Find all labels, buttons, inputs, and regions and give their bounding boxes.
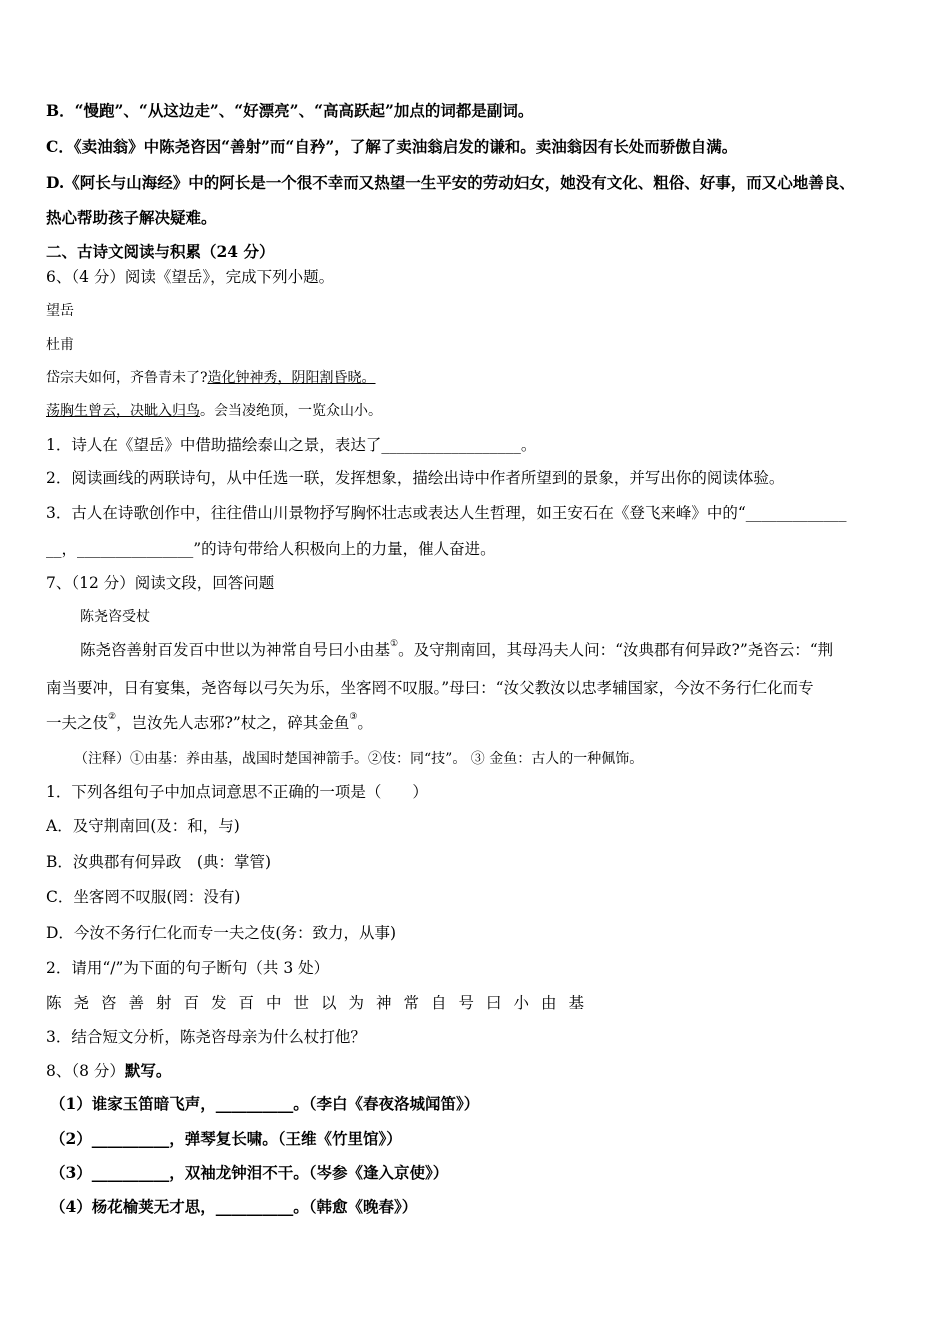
sentence-char: 小 <box>513 994 530 1012</box>
sentence-char: 为 <box>348 994 365 1012</box>
q8-stem <box>46 1060 906 1082</box>
q6-sub3-line2: __，_______________”的诗句带给人积极向上的力量，催人奋进。 <box>46 540 496 558</box>
q8-line3: （3）__________，双袖龙钟泪不干。（岑参《逢入京使》） <box>50 1163 449 1182</box>
poem-author: 杜甫 <box>46 337 74 353</box>
passage-title: 陈尧咨受杖 <box>80 609 150 625</box>
sentence-char: 常 <box>403 994 420 1012</box>
q6-sub3-line1: 3．古人在诗歌创作中，往往借山川景物抒写胸怀壮志或表达人生哲理，如王安石在《登飞来峰》中的“_____________ <box>46 504 847 522</box>
q7-sub2: 2．请用“/”为下面的句子断句（共 3 处） <box>46 959 330 977</box>
poem-title: 望岳 <box>46 303 74 319</box>
footnote-marker-1: ① <box>390 639 399 649</box>
q6-sub2: 2．阅读画线的两联诗句，从中任选一联，发挥想象，描绘出诗中作者所望到的景象，并写出你的阅读体验。 <box>46 469 785 487</box>
passage-line1-a: 陈尧咨善射百发百中世以为神常自号曰小由基 <box>80 641 391 659</box>
q6-stem: 6、（4 分）阅读《望岳》，完成下列小题。 <box>46 268 335 286</box>
sentence-char: 射 <box>156 994 172 1012</box>
sentence-char: 中 <box>266 994 282 1012</box>
option-d-line2: 热心帮助孩子解决疑难。 <box>46 208 217 227</box>
option-d-line1: D.《阿长与山海经》中的阿长是一个很不幸而又热望一生平安的劳动妇女，她没有文化、粗俗、好事，而又心地善良、 <box>46 173 855 192</box>
footnote-marker-3: ③ <box>349 712 358 722</box>
poem-line2-plain: 。会当凌绝顶，一览众山小。 <box>200 403 382 419</box>
passage-line3-c: 。 <box>357 714 373 732</box>
sentence-char: 百 <box>238 994 255 1012</box>
q7-sub1: 1．下列各组句子中加点词意思不正确的一项是（ ） <box>46 783 428 801</box>
sentence-char: 尧 <box>73 994 90 1012</box>
passage-line3-a: 一夫之伎 <box>46 714 109 732</box>
sentence-char: 自 <box>431 994 447 1012</box>
passage-line2: 南当要冲，日有宴集，尧咨每以弓矢为乐，坐客罔不叹服。”母曰：“汝父教汝以忠孝辅国家，今汝不务行仁化而专 <box>46 679 814 697</box>
poem-line2-underlined: 荡胸生曾云，决眦入归鸟 <box>46 403 200 419</box>
sentence-char: 神 <box>376 994 392 1012</box>
sentence-char: 号 <box>458 994 475 1012</box>
poem-line1 <box>46 367 906 389</box>
sentence-char: 由 <box>541 994 557 1012</box>
sentence-char: 基 <box>568 994 585 1012</box>
sentence-char: 善 <box>128 994 145 1012</box>
sentence-char: 发 <box>211 994 227 1012</box>
q8-stem-prefix: 8、（8 分） <box>46 1062 125 1080</box>
q7-option-b: B．汝典郡有何异政 (典：掌管) <box>46 853 271 871</box>
section-heading: 二、古诗文阅读与积累（24 分） <box>46 242 275 261</box>
sentence-char: 曰 <box>486 994 502 1012</box>
q8-line2: （2）__________，弹琴复长啸。（王维《竹里馆》） <box>50 1129 402 1148</box>
poem-line2 <box>46 400 906 422</box>
passage-line1 <box>80 639 906 661</box>
punctuation-sentence <box>46 992 906 1014</box>
poem-line1-underlined: 造化钟神秀，阴阳割昏晓。 <box>207 370 376 386</box>
q8-line1: （1）谁家玉笛暗飞声，__________。（李白《春夜洛城闻笛》） <box>50 1094 480 1113</box>
option-c: C．《卖油翁》中陈尧咨因“善射”而“自矜”，了解了卖油翁启发的谦和。卖油翁因有长处而骄傲自满。 <box>46 137 738 156</box>
passage-line3-b: ，岂汝先人志邪?”杖之，碎其金鱼 <box>116 714 350 732</box>
q8-line4: （4）杨花榆荚无才思，__________。（韩愈《晚春》） <box>50 1197 418 1216</box>
passage-line3 <box>46 712 906 734</box>
passage-note: （注释）①由基：养由基，战国时楚国神箭手。②伎：同“技”。 ③ 金鱼：古人的一种佩饰。 <box>74 751 644 767</box>
sentence-char: 陈 <box>46 994 62 1012</box>
poem-line1-plain: 岱宗夫如何，齐鲁青未了? <box>46 370 208 386</box>
option-b: B．“慢跑”、“从这边走”、“好漂亮”、“高高跃起”加点的词都是副词。 <box>46 101 534 120</box>
q8-stem-bold: 默写。 <box>124 1061 172 1080</box>
q7-sub3: 3．结合短文分析，陈尧咨母亲为什么杖打他？ <box>46 1028 366 1046</box>
sentence-char: 百 <box>183 994 200 1012</box>
q7-stem: 7、（12 分）阅读文段，回答问题 <box>46 574 275 592</box>
passage-line1-b: 。及守荆南回，其母冯夫人问：“汝典郡有何异政?”尧咨云：“荆 <box>398 641 834 659</box>
sentence-char: 世 <box>293 994 310 1012</box>
q7-option-c: C．坐客罔不叹服(罔：没有) <box>46 888 241 906</box>
sentence-char: 咨 <box>101 994 117 1012</box>
q7-option-d: D．今汝不务行仁化而专一夫之伎(务：致力，从事) <box>46 924 397 942</box>
q7-option-a: A．及守荆南回(及：和，与) <box>46 817 240 835</box>
sentence-char: 以 <box>321 994 337 1012</box>
q6-sub1: 1．诗人在《望岳》中借助描绘泰山之景，表达了__________________。 <box>46 436 537 454</box>
footnote-marker-2: ② <box>108 712 117 722</box>
